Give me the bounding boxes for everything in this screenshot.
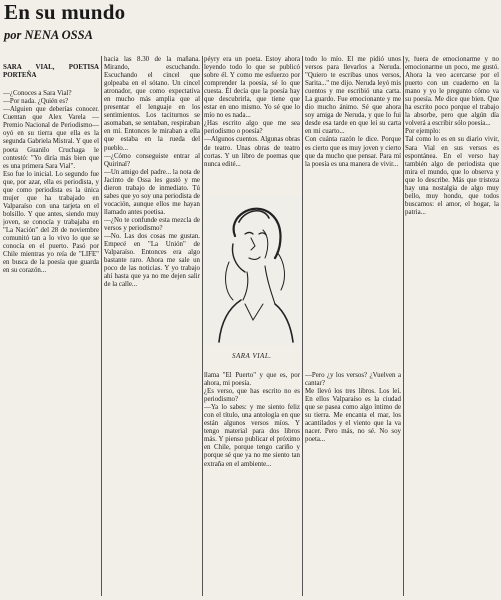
column-1-text: —¿Conoces a Sara Vial? —Por nada. ¿Quién es? —Alguien que deberías conocer. Cuentan que Alex Varela —Premio Nacional de Periodismo— oyó en su tierra que ella es la segunda Gabriela Mistral. Y que el poeta Guanilo Cruchaga le contestó: "Yo diría más bien que es una primera Sara Vial". Eso fue lo inicial. Lo segundo fue que, por azar, ella es periodista, y que como periodista es la única mujer que ha trabajado en Valparaíso con una tarjeta en el bolsillo. Y que antes, siendo muy joven, se conocía y trabajaba en "La Nación" del 28 de noviembre comunitó tan a lo vivo lo que se conocía en el puerto. Pasó por Chile mientras yo reía de "LIFE" en busca de la poesía que guarda en su corazón... bbox=[3, 90, 99, 275]
article-column-4: todo lo mío. El me pidió unos versos para llevarlos a Neruda. "Quiero te escribas unos versos, Sarita..." me dijo. Neruda leyó mis cuentos y me escribió una carta. La guardo. Fue emocionante y me dio mucho ánimo. Sé que ahora soy amiga de Neruda, y que lo fui desde esa tarde en que leí su carta en mi cuarto... Con cuánta razón le dice. Porque es cierto que es muy joven y cierto que da mucho que pensar. Para mí la poesía es una manera de vivir... bbox=[305, 56, 401, 168]
portrait-sketch-image bbox=[205, 196, 301, 346]
column-rule bbox=[302, 56, 303, 596]
article-column-2: hacia las 8.30 de la mañana. Mirando, escuchando. Escuchando el cincel que golpeaba en el sótano. Un cincel atronador, que como expectativa en mucho más amplia que al presentar el lenguaje en los sentimientos. Los taciturnos se asomaban, se sentaban, respiraban en mí. Entonces le miraban a ella que estaba en la rueda del pueblo... —¿Cómo conseguiste entrar al Quirinal? —Un amigo del padre... la nota de Jacinto de Ossa les gustó y me dieron trabajo de inmediato. Tú sabes que yo soy una periodista de vocación, aunque ellos me hayan llamado antes poetisa. —¿No te confunde esta mezcla de versos y periodismo? —No. Las dos cosas me gustan. Empecé en "La Unión" de Valparaíso. Entonces era algo bastante raro. Ahora me sale un poco de las noticias. Y yo trabajo ahí hasta que ya no me dejen salir de la calle... bbox=[104, 56, 200, 289]
article-column-3-bottom: llama "El Puerto" y que es, por ahora, mi poesía. ¿Es verso, que has escrito no es periodismo? —Ya lo sabes: y me siento feliz con el título, una antología en que están algunos versos míos. Y tengo material para dos libros más. Y pienso publicar el próximo en Chile, porque tengo cariño y porque sé que ya no me siento tan extraña en el ambiente... bbox=[204, 372, 300, 468]
column-rule bbox=[202, 56, 203, 596]
column-1-lead: SARA VIAL, POETISA PORTEÑA bbox=[3, 64, 99, 80]
article-column-1 bbox=[3, 56, 99, 600]
headline: En su mundo bbox=[4, 0, 126, 24]
portrait-sketch-svg bbox=[205, 196, 301, 346]
article-column-3-top: péyry era un poeta. Estoy ahora leyendo todo lo que se publicó sobre él. Y como me esfuerzo por comprender la poesía, sé lo que cuesta. Él decía que la poesía hay que descubrirla, que tiene que estar en uno mismo. Yo sé que lo mío no es nada... ¿Has escrito algo que me sea periodismo o poesía? —Algunos cuentos. Algunas obras de teatro. Unas obras de teatro cortas. Y un libro de poemas que nunca edité... bbox=[204, 56, 300, 168]
column-rule bbox=[101, 56, 102, 596]
photo-caption: SARA VIAL. bbox=[232, 352, 272, 360]
byline: por NENA OSSA bbox=[4, 28, 93, 42]
column-rule bbox=[403, 56, 404, 596]
article-column-5: y, fuera de emocionarme y no emocionarme un poco, me gustó. Ahora la veo acercarse por el puerto con un cuaderno en la mano y yo le pregunto cómo va su poesía. Me dice que bien. Que ha escrito poco porque el trabajo la absorbe, pero que algún día volverá a escribir sólo poesía... Por ejemplo: Tal como lo es en su diario vivir, Sara Vial en sus versos es espontánea. En el verso hay también algo de periodista que mira el mundo, que lo observa y que lo describe. Más que tristeza hay una nostalgia de algo muy bello, muy hondo, que todos buscamos: el amor, el hogar, la patria... bbox=[405, 56, 499, 216]
article-column-4-bottom: —Pero ¿y los versos? ¿Vuelven a cantar? Me llevó los tres libros. Los leí. En ellos Valparaíso es la ciudad que se pasea como algo íntimo de su tierra. Me encanta el mar, los acantilados y el viento que la va nacer. Pero más, no sé. No soy poeta... bbox=[305, 372, 401, 444]
